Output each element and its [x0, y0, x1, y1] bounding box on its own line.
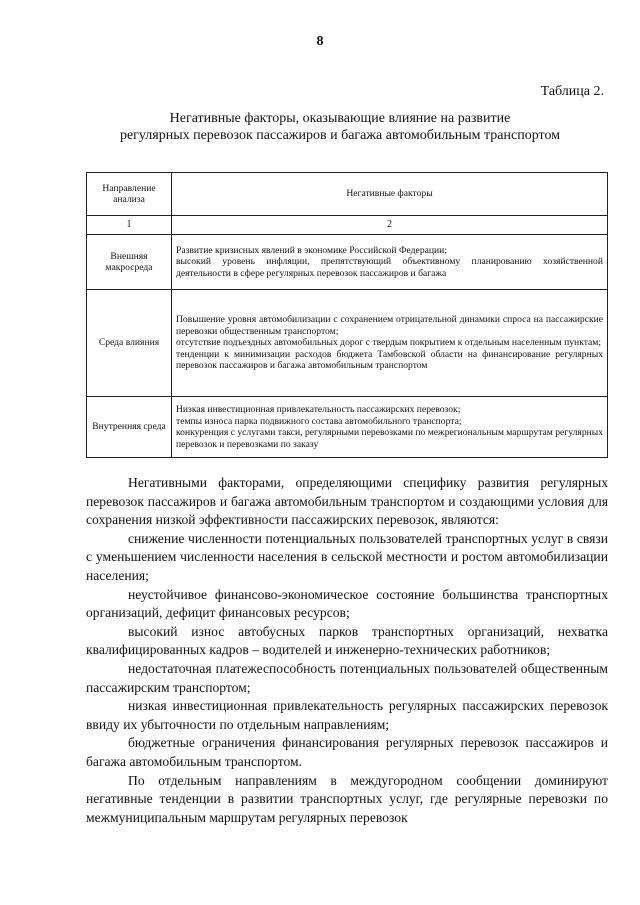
- table-row: [87, 235, 608, 290]
- factor-item: темпы износа парка подвижного состава автомобильного транспорта;: [176, 415, 462, 427]
- factor-item: Повышение уровня автомобилизации с сохранением отрицательной динамики спроса на пассажирские перевозки общественным транспортом;: [176, 314, 603, 337]
- body-paragraph: высокий износ автобусных парков транспортных организаций, нехватка квалифицированных кадров – водителей и инженерно-технических работников;: [86, 623, 608, 658]
- header-analysis-direction: Направление анализа: [87, 173, 172, 216]
- table-row: [87, 290, 608, 397]
- row-factors-influence: [172, 290, 608, 397]
- body-paragraph: Негативными факторами, определяющими специфику развития регулярных перевозок пассажиров и багажа автомобильным транспортом и создающими условия для сохранения низкой эффективности пассажирских перевозок, являются:: [86, 475, 608, 528]
- table-header-row: [87, 173, 608, 216]
- table-number-row: [87, 216, 608, 235]
- row-area-influence: Среда влияния: [87, 290, 172, 397]
- table-title: [60, 110, 620, 144]
- body-paragraph: низкая инвестиционная привлекательность регулярных пассажирских перевозок ввиду их убыточности по отдельным направлениям;: [86, 698, 608, 732]
- factor-item: отсутствие подъездных автомобильных дорог с твердым покрытием к отдельным населенным пунктам;: [176, 337, 602, 349]
- factor-item: конкуренция с услугами такси, регулярными перевозками по межрегиональным маршрутам регулярных перевозок и перевозками по заказу: [176, 427, 603, 450]
- row-factors-internal: [172, 397, 608, 458]
- body-paragraph: недостаточная платежеспособность потенциальных пользователей общественным пассажирским транспортом;: [86, 660, 608, 695]
- row-area-macro: Внешняя макросреда: [87, 235, 172, 290]
- factor-item: Развитие кризисных явлений в экономике Российской Федерации;: [176, 244, 447, 256]
- factor-item: тенденции к минимизации расходов бюджета Тамбовской области на финансирование регулярных перевозок пассажиров и багажа автомобильным транспортом: [176, 348, 603, 372]
- negative-factors-table: [86, 172, 608, 458]
- body-text: [86, 474, 608, 827]
- header-negative-factors: Негативные факторы: [172, 173, 608, 216]
- body-paragraph: По отдельным направлениям в междугородном сообщении доминируют негативные тенденции в развитии транспортных услуг, где регулярные перевозки по межмуниципальным маршрутам регулярных перевозок: [86, 772, 608, 825]
- column-number-2: 2: [172, 216, 608, 235]
- column-number-1: 1: [87, 216, 172, 235]
- row-factors-macro: [172, 235, 608, 290]
- table-label: Таблица 2.: [540, 84, 604, 99]
- table-title-line-2: регулярных перевозок пассажиров и багажа автомобильным транспортом: [119, 128, 561, 143]
- body-paragraph: бюджетные ограничения финансирования регулярных перевозок пассажиров и багажа автомобильным транспортом.: [86, 735, 608, 769]
- factor-item: Низкая инвестиционная привлекательность пассажирских перевозок;: [176, 404, 461, 415]
- body-paragraph: снижение численности потенциальных пользователей транспортных услуг в связи с уменьшением численности населения в сельской местности и ростом автомобилизации населения;: [86, 530, 608, 583]
- table-row: [87, 397, 608, 458]
- row-area-internal: Внутренняя среда: [87, 397, 172, 458]
- page-number: 8: [316, 34, 324, 49]
- table-title-line-1: Негативные факторы, оказывающие влияние на развитие: [169, 111, 511, 126]
- factor-item: высокий уровень инфляции, препятствующий объективному планированию хозяйственной деятельности в сфере регулярных перевозок пассажиров и багажа: [176, 256, 603, 279]
- body-paragraph: неустойчивое финансово-экономическое состояние большинства транспортных организаций, дефицит финансовых ресурсов;: [86, 586, 608, 621]
